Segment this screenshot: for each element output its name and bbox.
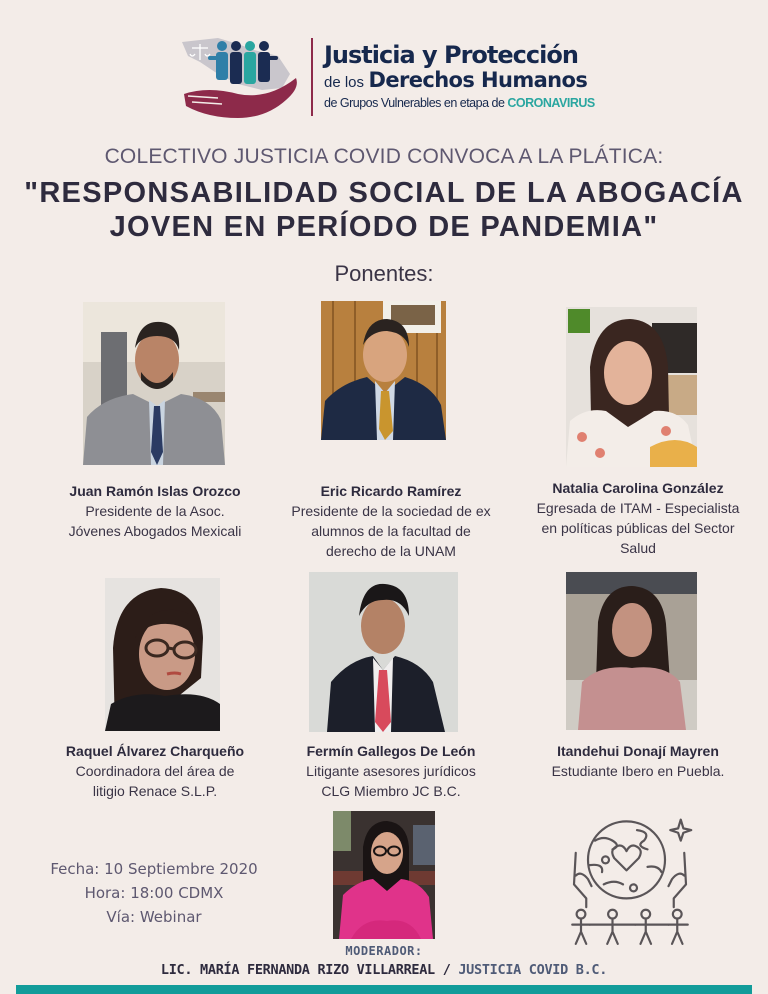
event-platform: Vía: Webinar: [106, 908, 202, 926]
moderator-org: JUSTICIA COVID B.C.: [458, 962, 608, 978]
moderator-name-line: [0, 962, 768, 978]
speaker-card-3: [509, 478, 767, 558]
speaker-photo-1: [83, 302, 225, 465]
logo-line1: Justicia y Protección: [324, 41, 578, 69]
speaker-role: Litigante asesores jurídicos: [306, 763, 476, 779]
logo-divider: [311, 38, 313, 116]
world-heart-hands-people-icon: [560, 810, 700, 950]
speaker-role: Presidente de la Asoc.: [85, 503, 225, 519]
logo-line2-big: Derechos Humanos: [368, 68, 588, 92]
event-date: Fecha: 10 Septiembre 2020: [50, 860, 258, 878]
speaker-name: Fermín Gallegos De León: [306, 743, 476, 759]
logo: [178, 34, 598, 120]
ponentes-heading: Ponentes:: [334, 261, 434, 286]
moderator-label: MODERADOR:: [345, 944, 423, 958]
logo-line2-small: de los: [324, 74, 365, 91]
logo-line3-accent: CORONAVIRUS: [507, 96, 595, 110]
speaker-role: Jóvenes Abogados Mexicali: [68, 523, 242, 539]
logo-line2: [324, 68, 604, 95]
speaker-role: litigio Renace S.L.P.: [92, 783, 218, 799]
speaker-name: Eric Ricardo Ramírez: [320, 483, 462, 499]
event-title: [0, 176, 768, 244]
speaker-role: Estudiante Ibero en Puebla.: [551, 763, 725, 779]
speaker-role: CLG Miembro JC B.C.: [321, 783, 461, 799]
speaker-role: Coordinadora del área de: [75, 763, 235, 779]
speaker-name: Natalia Carolina González: [552, 480, 724, 496]
justice-people-hand-icon: [178, 34, 303, 120]
moderator-name: LIC. MARÍA FERNANDA RIZO VILLARREAL /: [160, 962, 459, 978]
speaker-photo-5: [309, 572, 458, 732]
speaker-role: Presidente de la sociedad de ex: [291, 503, 491, 519]
speaker-role: Egresada de ITAM - Especialista: [536, 500, 740, 516]
speaker-role: en políticas públicas del Sector: [541, 520, 735, 536]
speaker-role: Salud: [620, 540, 656, 556]
event-info: [30, 857, 278, 929]
event-title-line1: "RESPONSABILIDAD SOCIAL DE LA ABOGACÍA: [24, 177, 744, 209]
speaker-photo-3: [566, 307, 697, 467]
speaker-role: derecho de la UNAM: [326, 543, 456, 559]
footer-bar: [16, 985, 752, 994]
speaker-card-2: [266, 481, 516, 561]
logo-text: [324, 42, 604, 111]
speaker-name: Raquel Álvarez Charqueño: [65, 743, 245, 759]
speaker-name: Juan Ramón Islas Orozco: [69, 483, 241, 499]
logo-line3: [324, 95, 604, 111]
event-time: Hora: 18:00 CDMX: [84, 884, 224, 902]
convoca-heading: COLECTIVO JUSTICIA COVID CONVOCA A LA PLÁTICA:: [104, 145, 664, 168]
speaker-card-6: [509, 741, 767, 781]
speaker-card-5: [266, 741, 516, 801]
event-title-line2: JOVEN EN PERÍODO DE PANDEMIA": [109, 211, 659, 243]
speaker-photo-6: [566, 572, 697, 730]
speaker-card-4: [30, 741, 280, 801]
moderator-photo: [333, 811, 435, 939]
speaker-name: Itandehui Donají Mayren: [557, 743, 719, 759]
speaker-photo-4: [105, 578, 220, 731]
speaker-role: alumnos de la facultad de: [311, 523, 471, 539]
logo-line3-prefix: de Grupos Vulnerables en etapa de: [324, 96, 505, 110]
speaker-photo-2: [321, 301, 446, 440]
speaker-card-1: [30, 481, 280, 541]
